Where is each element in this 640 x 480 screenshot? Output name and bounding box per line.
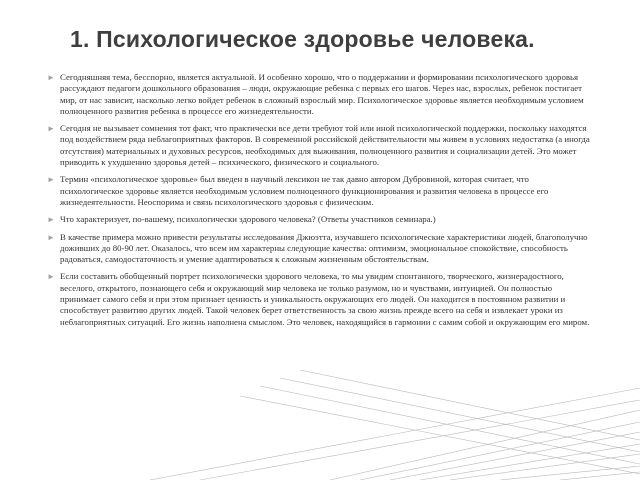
paragraph-2 — [47, 123, 592, 168]
paragraph-5 — [47, 232, 592, 266]
paragraph-text: Сегодня не вызывает сомнения тот факт, что практически все дети требуют той или иной психологической поддержки, поскольку находятся под воздействием ряда неблагоприятных факторов. В современной российской действительности мы живем в условиях недостатка (а иногда отсутствия) материальных и духовных ресурсов, необходимых для выживания, полноценного развития и социализации детей. Это может приводить к ухудшению здоровья детей – психического, физического и социального. — [60, 123, 590, 168]
paragraph-text: Сегодняшняя тема, бесспорно, является актуальной. И особенно хорошо, что о поддержании и формировании психологического здоровья рассуждают педагоги дошкольного образования – люди, окружающие ребенка с первых его шагов. Через нас, взрослых, ребенок постигает мир, от нас зависит, насколько легко войдет ребенок в сложный взрослый мир. Психологическое здоровье является необходимым условием полноценного развития ребенка в процессе его жизнедеятельности. — [60, 72, 584, 116]
bullet-icon: ► — [47, 124, 55, 134]
paragraph-text: Что характеризует, по-вашему, психологически здорового человека? (Ответы участников семинара.) — [60, 214, 436, 225]
bullet-icon: ► — [47, 73, 55, 82]
paragraph-3 — [47, 174, 592, 208]
slide-title: 1. Психологическое здоровье человека. — [70, 26, 535, 52]
bullet-icon: ► — [47, 272, 55, 282]
paragraph-6 — [47, 271, 592, 327]
bullet-icon: ► — [47, 175, 55, 185]
decorative-lines — [0, 370, 640, 480]
paragraph-text: Если составить обобщенный портрет психологически здорового человека, то мы увидим спонтанного, творческого, жизнерадостного, веселого, открытого, познающего себя и окружающий мир человека не только разумом, но и чувствами, интуицией. Он полностью принимает самого себя и при этом признает ценность и уникальность окружающих его людей. Он находится в постоянном развитии и способствует развитию других людей. Такой человек берет ответственность за свою жизнь прежде всего на себя и извлекает уроки из неблагоприятных ситуаций. Его жизнь наполнена смыслом. Это человек, находящийся в гармонии с самим собой и окружающим его миром. — [60, 271, 590, 327]
paragraph-text: Термин «психологическое здоровье» был введен в научный лексикон не так давно автором Дубровиной, которая считает, что психологическое здоровье является необходимым условием полноценного функционирования и развития человека в процессе его жизнедеятельности. Неоспорима и связь психологического здоровья с физическим. — [60, 174, 549, 207]
paragraph-1 — [47, 72, 592, 117]
paragraph-text: В качестве примера можно привести результаты исследования Джюэтта, изучавшего психологические характеристики людей, благополучно доживших до 80-90 лет. Оказалось, что всем им характерны следующие качества: оптимизм, эмоциональное спокойствие, способность радоваться, самодостаточность и умение адаптироваться к сложным жизненным обстоятельствам. — [60, 231, 588, 265]
slide-content — [47, 72, 592, 334]
paragraph-4 — [47, 214, 592, 225]
bullet-icon: ► — [47, 232, 55, 242]
bullet-icon: ► — [47, 215, 55, 225]
